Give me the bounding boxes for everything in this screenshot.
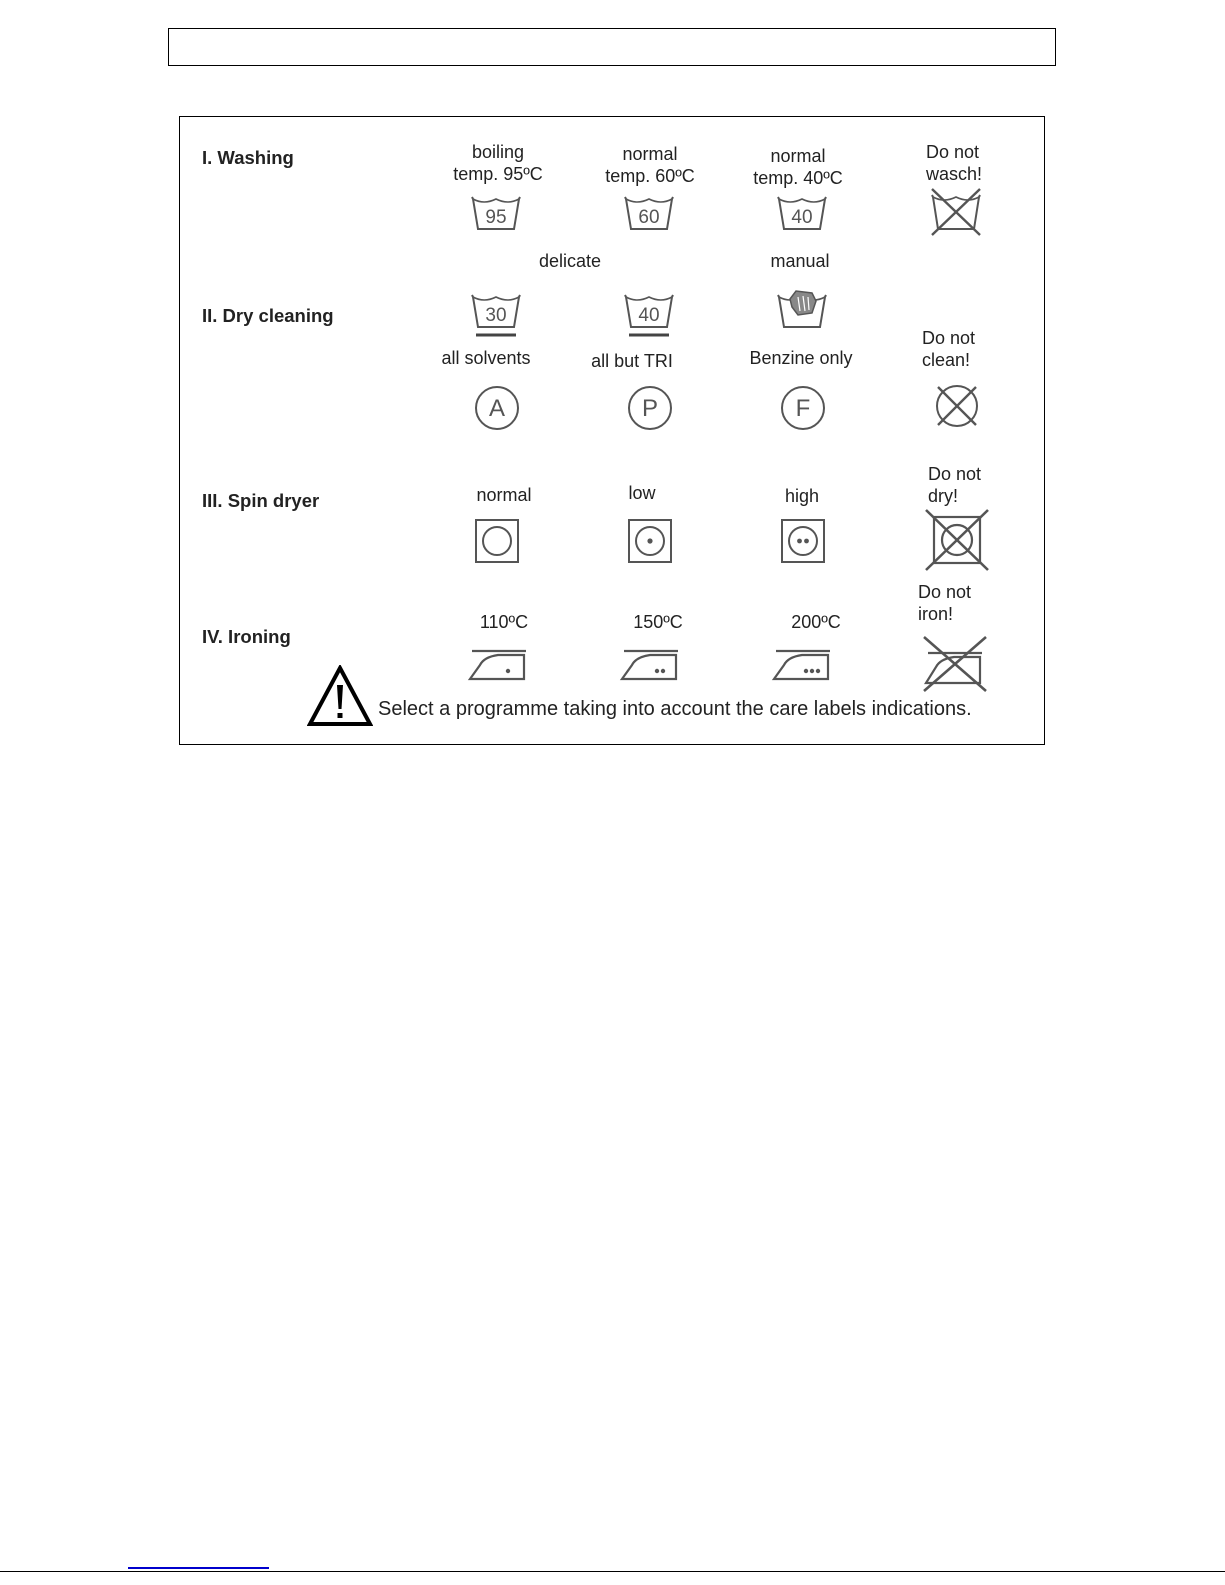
no-wash-label: Do not wasch!: [926, 142, 983, 184]
warning-triangle-icon: [307, 665, 373, 732]
dry-clean-circle-icon: [474, 385, 520, 431]
wash-95-value: 95: [485, 207, 507, 228]
benzine-only-label: Benzine only: [749, 348, 853, 368]
no-clean-label: Do not clean!: [922, 328, 976, 370]
wash-40-value: 40: [791, 207, 813, 228]
no-iron-icon: [920, 633, 990, 693]
iron-icon: [620, 643, 680, 683]
footnote-link-underline: [128, 1567, 269, 1569]
hand-wash-icon: [776, 287, 828, 333]
all-but-tri-label: all but TRI: [591, 351, 673, 371]
tumble-dry-low-icon: [627, 518, 673, 564]
dry-clean-circle-icon: [627, 385, 673, 431]
footnote-rule: [0, 1571, 1225, 1572]
delicate-label: delicate: [538, 251, 602, 271]
dry-clean-circle-icon: [780, 385, 826, 431]
dry-clean-f-letter: F: [795, 395, 811, 422]
no-dry-label: Do not dry!: [928, 464, 982, 506]
care-labels-panel: [179, 116, 1045, 745]
no-tumble-dry-icon: [924, 508, 990, 572]
iron-110-label: 110ºC: [479, 612, 529, 632]
manual-label: manual: [770, 251, 830, 271]
delicate-40-value: 40: [638, 305, 660, 326]
iron-150-label: 150ºC: [633, 612, 683, 632]
wash-40-label: normal temp. 40ºC: [753, 146, 843, 188]
wash-tub-delicate-icon: [470, 291, 522, 339]
dry-normal-label: normal: [476, 485, 532, 505]
no-wash-icon: [930, 187, 982, 237]
section-ironing-title: IV. Ironing: [202, 626, 291, 647]
dry-high-label: high: [784, 486, 820, 506]
tumble-dry-high-icon: [780, 518, 826, 564]
wash-95-label: boiling temp. 95ºC: [453, 142, 543, 184]
all-solvents-label: all solvents: [441, 348, 531, 368]
iron-icon: [468, 643, 528, 683]
section-washing-title: I. Washing: [202, 147, 294, 168]
section-dry-cleaning-title: II. Dry cleaning: [202, 305, 334, 326]
iron-200-label: 200ºC: [791, 612, 841, 632]
wash-60-value: 60: [638, 207, 660, 228]
dry-clean-p-letter: P: [641, 395, 659, 422]
header-box: [168, 28, 1056, 66]
dry-clean-a-letter: A: [488, 395, 506, 422]
iron-icon: [772, 643, 832, 683]
delicate-30-value: 30: [485, 305, 507, 326]
no-iron-label: Do not iron!: [918, 582, 972, 624]
warning-text: Select a programme taking into account the care labels indications.: [378, 698, 972, 720]
no-dry-clean-icon: [932, 381, 982, 431]
wash-tub-icon: [776, 193, 828, 233]
wash-60-label: normal temp. 60ºC: [605, 144, 695, 186]
tumble-dry-icon: [474, 518, 520, 564]
wash-tub-delicate-icon: [623, 291, 675, 339]
wash-tub-icon: [470, 193, 522, 233]
dry-low-label: low: [628, 483, 656, 503]
wash-tub-icon: [623, 193, 675, 233]
section-spin-dryer-title: III. Spin dryer: [202, 490, 320, 511]
